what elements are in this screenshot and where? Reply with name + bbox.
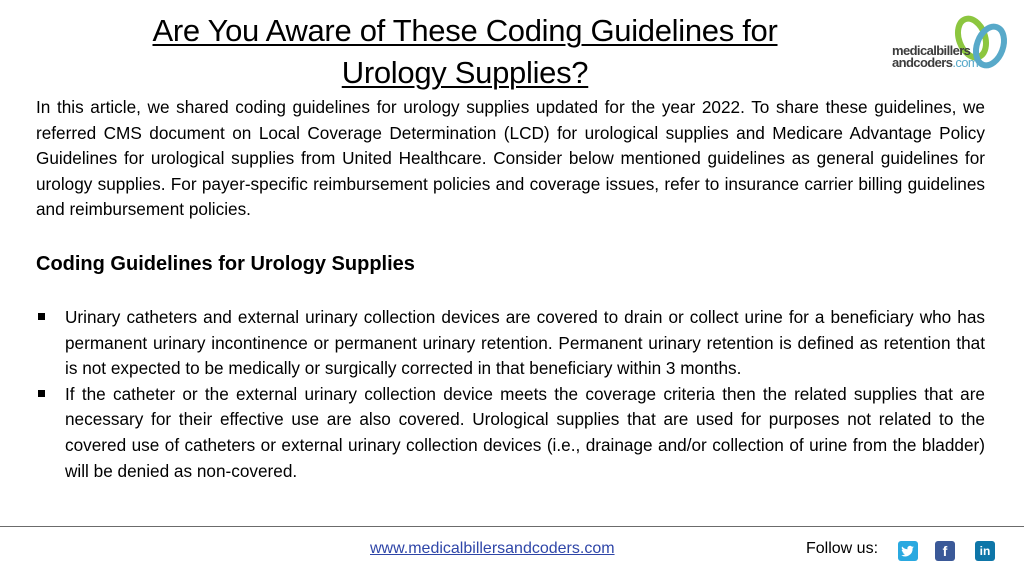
logo-text-line-2	[892, 56, 978, 69]
section-heading: Coding Guidelines for Urology Supplies	[36, 253, 415, 275]
page-title	[60, 10, 870, 94]
intro-paragraph: In this article, we shared coding guidelines for urology supplies updated for the year 2022. To share these guidelines, we referred CMS document on Local Coverage Determination (LCD) for urological supplies and Medicare Advantage Policy Guidelines for urological supplies from United Healthcare. Consider below mentioned guidelines as general guidelines for urology supplies. For payer-specific reimbursement policies and coverage issues, refer to insurance carrier billing guidelines and reimbursement policies.	[36, 97, 985, 220]
title-line-2: Urology Supplies?	[341, 55, 589, 90]
bullet-square-icon	[38, 390, 45, 397]
logo-text-domain: .com	[952, 55, 979, 70]
title-line-1: Are You Aware of These Coding Guidelines for	[152, 13, 778, 48]
linkedin-icon[interactable]: in	[975, 541, 995, 561]
logo-text-line-1: medicalbillers	[892, 43, 971, 58]
bullet-square-icon	[38, 313, 45, 320]
facebook-icon[interactable]: f	[935, 541, 955, 561]
twitter-icon[interactable]	[898, 541, 918, 561]
logo-text-main: andcoders	[892, 55, 953, 70]
website-link[interactable]: www.medicalbillersandcoders.com	[370, 540, 615, 557]
list-item	[36, 305, 985, 382]
company-logo	[892, 14, 1016, 74]
guidelines-list	[36, 305, 985, 484]
footer-divider	[0, 526, 1024, 527]
list-item-text: Urinary catheters and external urinary collection devices are covered to drain or collect urine for a beneficiary who has permanent urinary incontinence or permanent urinary retention. Permanent urinary retention is defined as retention that is not expected to be medically or surgically corrected in that beneficiary within 3 months.	[65, 307, 985, 379]
list-item-text: If the catheter or the external urinary collection device meets the coverage criteria then the related supplies that are necessary for their effective use are also covered. Urological supplies that are used for purposes not related to the covered use of catheters or external urinary collection devices (i.e., drainage and/or collection of urine from the bladder) will be denied as non-covered.	[65, 383, 985, 481]
list-item	[36, 382, 985, 484]
follow-us-label: Follow us:	[806, 540, 879, 557]
